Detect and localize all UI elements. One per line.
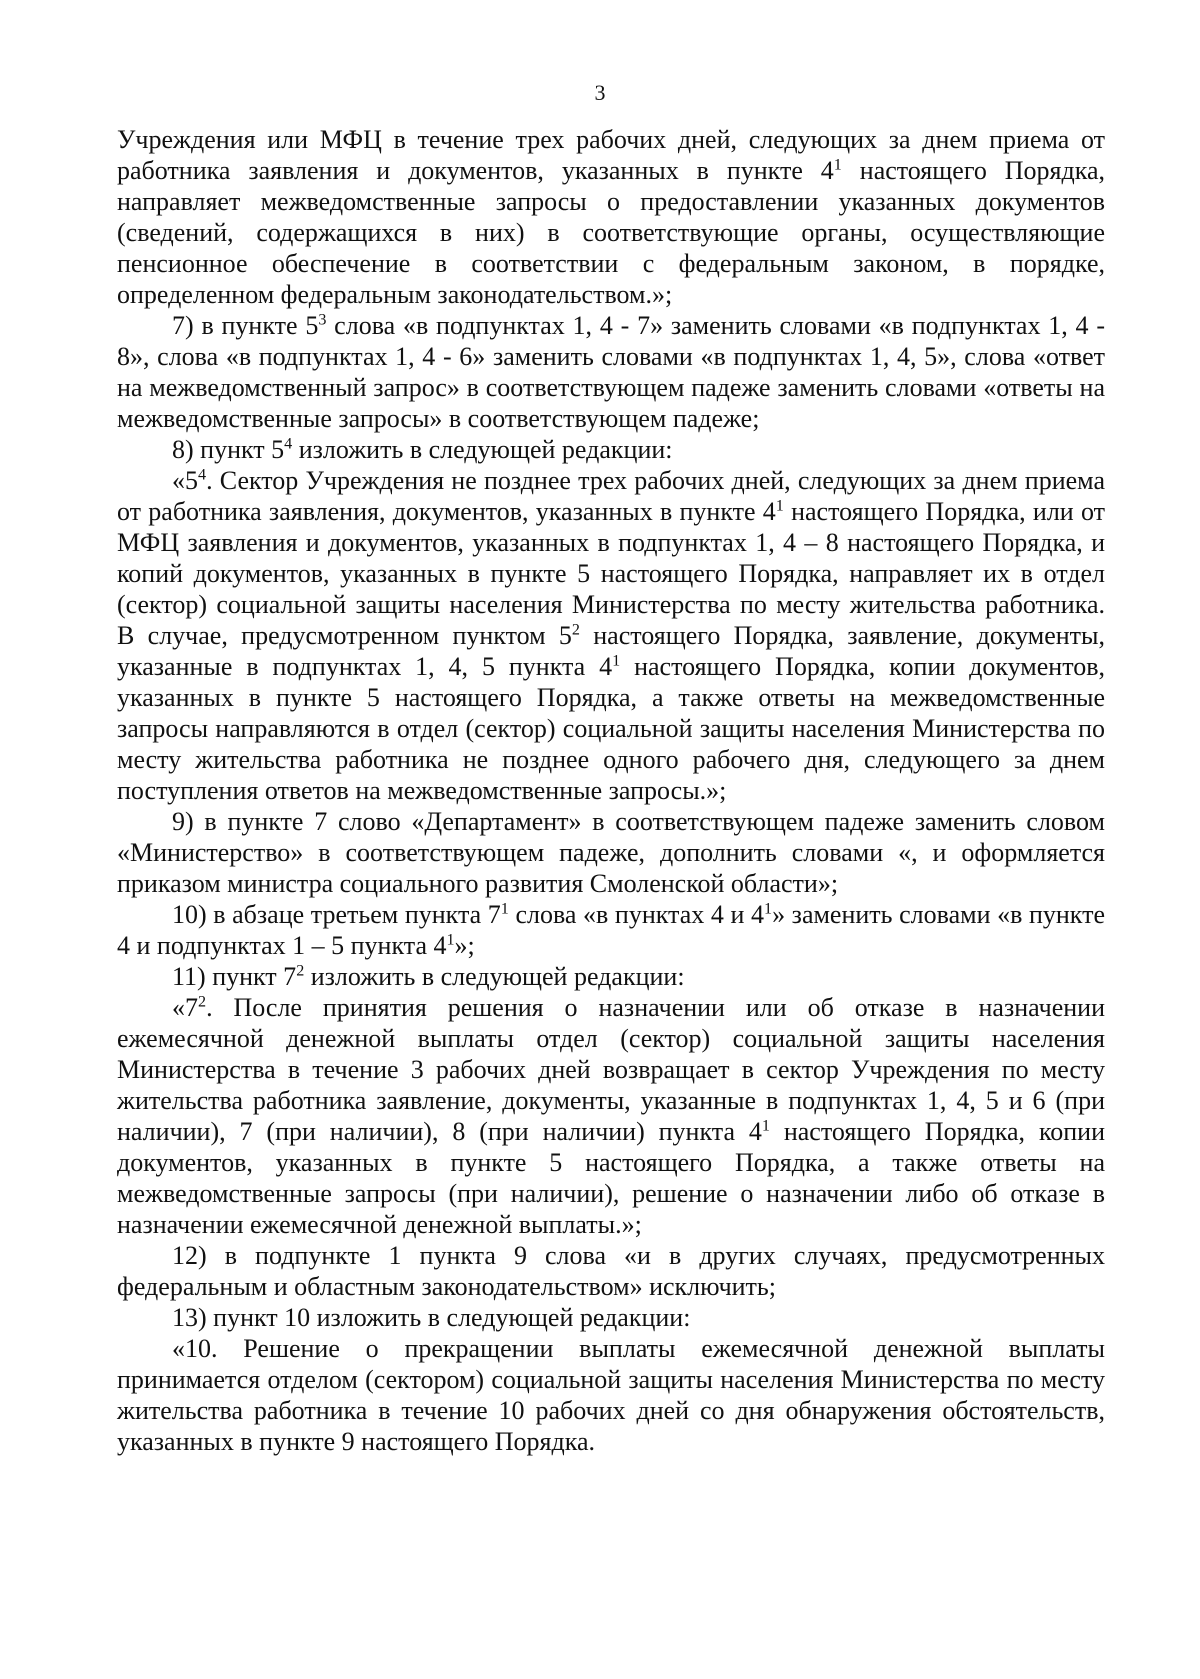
- paragraph: [117, 1333, 1105, 1457]
- text-run: «5: [172, 466, 198, 495]
- text-run: »;: [454, 931, 475, 960]
- text-run: слова «в пунктах 4 и 4: [508, 900, 764, 929]
- superscript: 1: [446, 931, 455, 949]
- text-run: 8) пункт 5: [172, 435, 285, 464]
- superscript: 1: [612, 652, 621, 670]
- paragraph: [117, 961, 1105, 992]
- text-run: «7: [172, 993, 198, 1022]
- paragraph: [117, 806, 1105, 899]
- text-run: настоящего Порядка, копии документов, указанных в пункте 5 настоящего Порядка, а также ответы на межведомственные запросы (при наличии), решение о назначении либо об отказе в назначении ежемесячной денежной выплаты.»;: [117, 1117, 1105, 1239]
- document-body: [117, 124, 1105, 1457]
- superscript: 1: [775, 497, 784, 515]
- text-run: 12) в подпункте 1 пункта 9 слова «и в других случаях, предусмотренных федеральным и областным законодательством» исключить;: [117, 1241, 1105, 1301]
- superscript: 3: [318, 311, 327, 329]
- text-run: 10) в абзаце третьем пункта 7: [172, 900, 501, 929]
- superscript: 1: [761, 1117, 770, 1135]
- text-run: «10. Решение о прекращении выплаты ежемесячной денежной выплаты принимается отделом (сектором) социальной защиты населения Министерства по месту жительства работника в течение 10 рабочих дней со дня обнаружения обстоятельств, указанных в пункте 9 настоящего Порядка.: [117, 1334, 1105, 1456]
- text-run: настоящего Порядка, заявление, документы, указанные в подпунктах 1, 4, 5 пункта 4: [117, 621, 1105, 681]
- paragraph: [117, 1240, 1105, 1302]
- paragraph: [117, 465, 1105, 806]
- superscript: 2: [296, 962, 305, 980]
- text-run: слова «в подпунктах 1, 4 - 7» заменить словами «в подпунктах 1, 4 - 8», слова «в подпунктах 1, 4 - 6» заменить словами «в подпунктах 1, 4, 5», слова «ответ на межведомственный запрос» в соответствующем падеже заменить словами «ответы на межведомственные запросы» в соответствующем падеже;: [117, 311, 1105, 433]
- text-run: Учреждения или МФЦ в течение трех рабочих дней, следующих за днем приема от работника заявления и документов, указанных в пункте 4: [117, 125, 1105, 185]
- page-number: 3: [594, 80, 606, 105]
- text-run: 13) пункт 10 изложить в следующей редакции:: [172, 1303, 691, 1332]
- text-run: настоящего Порядка, копии документов, указанных в пункте 5 настоящего Порядка, а также ответы на межведомственные запросы направляются в отдел (сектор) социальной защиты населения Министерства по месту жительства работника не позднее одного рабочего дня, следующего за днем поступления ответов на межведомственные запросы.»;: [117, 652, 1105, 805]
- superscript: 4: [284, 435, 293, 453]
- text-run: . После принятия решения о назначении или об отказе в назначении ежемесячной денежной выплаты отдел (сектор) социальной защиты населения Министерства в течение 3 рабочих дней возвращает в сектор Учреждения по месту жительства работника заявление, документы, указанные в подпунктах 1, 4, 5 и 6 (при наличии), 7 (при наличии), 8 (при наличии) пункта 4: [117, 993, 1105, 1146]
- text-run: настоящего Порядка, направляет межведомственные запросы о предоставлении указанных документов (сведений, содержащихся в них) в соответствующие органы, осуществляющие пенсионное обеспечение в соответствии с федеральным законом, в порядке, определенном федеральным законодательством.»;: [117, 156, 1105, 309]
- text-run: . Сектор Учреждения не позднее трех рабочих дней, следующих за днем приема от работника заявления, документов, указанных в пункте 4: [117, 466, 1105, 526]
- text-run: 7) в пункте 5: [172, 311, 319, 340]
- text-run: изложить в следующей редакции:: [292, 435, 673, 464]
- superscript: 1: [833, 156, 842, 174]
- text-run: 11) пункт 7: [172, 962, 297, 991]
- text-run: настоящего Порядка, или от МФЦ заявления и документов, указанных в подпунктах 1, 4 – 8 настоящего Порядка, и копий документов, указанных в пункте 5 настоящего Порядка, направляет их в отдел (сектор) социальной защиты населения Министерства по месту жительства работника. В случае, предусмотренном пунктом 5: [117, 497, 1106, 650]
- text-run: изложить в следующей редакции:: [304, 962, 685, 991]
- paragraph: [117, 310, 1105, 434]
- superscript: 2: [571, 621, 580, 639]
- text-run: 9) в пункте 7 слово «Департамент» в соответствующем падеже заменить словом «Министерство» в соответствующем падеже, дополнить словами «, и оформляется приказом министра социального развития Смоленской области»;: [117, 807, 1105, 898]
- superscript: 1: [764, 900, 773, 918]
- paragraph: [117, 992, 1105, 1240]
- superscript: 2: [198, 993, 207, 1011]
- paragraph: [117, 124, 1105, 310]
- paragraph: [117, 899, 1105, 961]
- text-run: » заменить словами «в пункте 4 и подпунктах 1 – 5 пункта 4: [117, 900, 1105, 960]
- paragraph: [117, 434, 1105, 465]
- paragraph: [117, 1302, 1105, 1333]
- superscript: 1: [500, 900, 509, 918]
- superscript: 4: [198, 466, 207, 484]
